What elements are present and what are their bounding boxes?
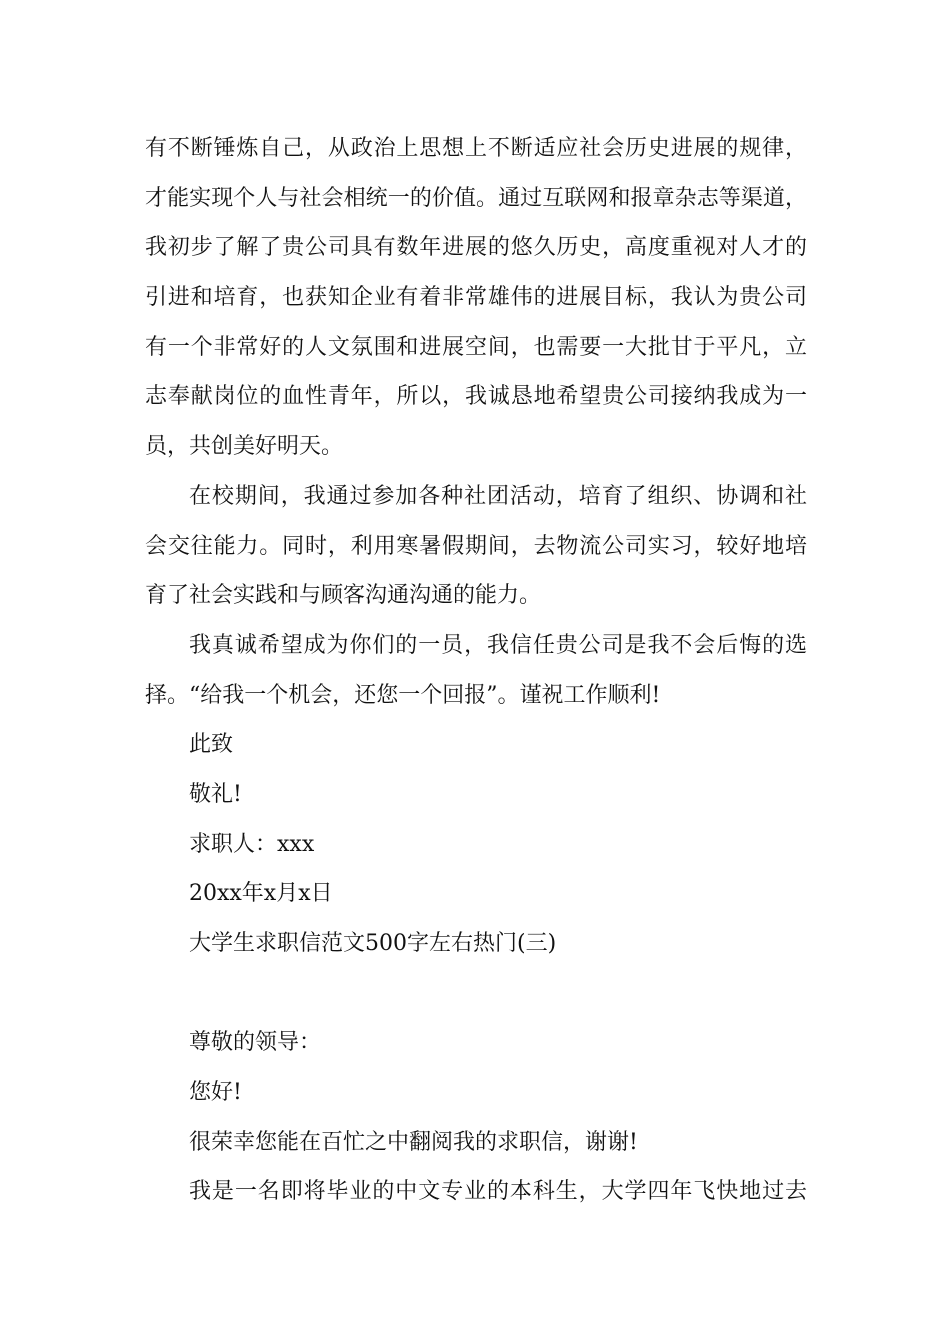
letter-body [145, 124, 807, 1217]
paragraph-line: 员，共创美好明天。 [145, 434, 344, 460]
closing-salutation: 此致 [189, 732, 234, 758]
greeting: 尊敬的领导： [189, 1030, 322, 1056]
paragraph-line: 有不断锤炼自己，从政治上思想上不断适应社会历史进展的规律， [145, 136, 807, 161]
closing-regards: 敬礼! [189, 781, 242, 807]
paragraph-line: 志奉献岗位的血性青年，所以，我诚恳地希望贵公司接纳我成为一 [145, 384, 807, 410]
blank-line [145, 969, 807, 1019]
greeting-hello: 您好! [189, 1080, 242, 1106]
paragraph-line: 很荣幸您能在百忙之中翻阅我的求职信，谢谢! [189, 1129, 638, 1155]
letter-date: 20xx年x月x日 [189, 881, 333, 907]
paragraph-line: 会交往能力。同时，利用寒暑假期间，去物流公司实习，较好地培 [145, 533, 807, 559]
paragraph-line: 才能实现个人与社会相统一的价值。通过互联网和报章杂志等渠道， [145, 185, 807, 211]
paragraph-line: 引进和培育，也获知企业有着非常雄伟的进展目标，我认为贵公司 [145, 285, 807, 311]
applicant-signature: 求职人：xxx [189, 831, 315, 857]
paragraph-line: 在校期间，我通过参加各种社团活动，培育了组织、协调和社 [189, 483, 807, 509]
paragraph-line: 我初步了解了贵公司具有数年进展的悠久历史，高度重视对人才的 [145, 235, 807, 261]
paragraph-line: 我是一名即将毕业的中文专业的本科生，大学四年飞快地过去 [189, 1179, 807, 1205]
paragraph-line: 有一个非常好的人文氛围和进展空间，也需要一大批甘于平凡，立 [145, 334, 807, 360]
paragraph-line: 育了社会实践和与顾客沟通沟通的能力。 [145, 583, 542, 609]
paragraph-line: 我真诚希望成为你们的一员，我信任贵公司是我不会后悔的选 [189, 632, 807, 658]
section-heading: 大学生求职信范文500字左右热门(三) [189, 931, 557, 956]
paragraph-line: 择。“给我一个机会，还您一个回报”。谨祝工作顺利! [145, 682, 661, 708]
